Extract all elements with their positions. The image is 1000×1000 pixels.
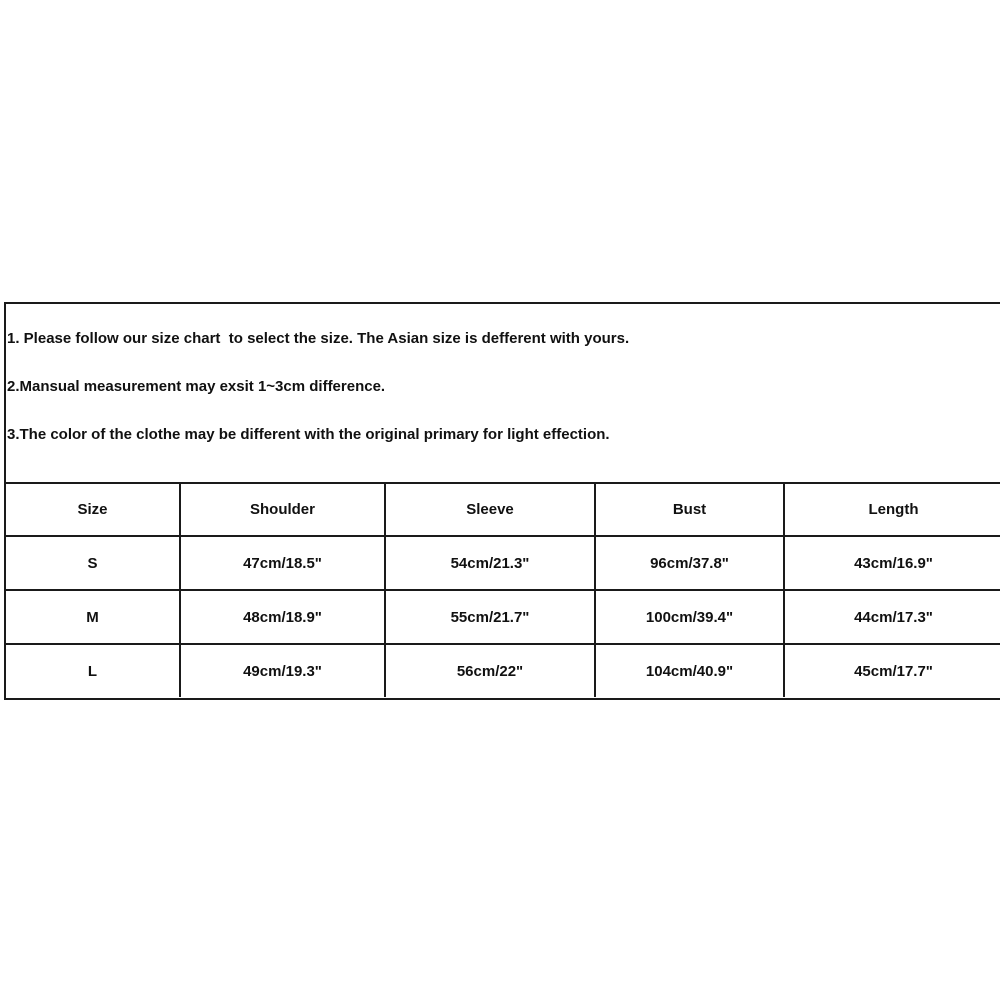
note-2: 2.Mansual measurement may exsit 1~3cm difference. [7,378,386,395]
table-row [6,644,1000,697]
note-1: 1. Please follow our size chart to select the size. The Asian size is defferent with yours. [7,330,630,347]
cell-length: 43cm/16.9" [784,536,1000,590]
cell-bust: 100cm/39.4" [595,590,784,644]
table-row [6,536,1000,590]
cell-size: S [6,536,180,590]
size-chart [4,302,1000,700]
cell-bust: 96cm/37.8" [595,536,784,590]
table-header-row [6,484,1000,536]
cell-shoulder: 48cm/18.9" [180,590,385,644]
header-bust: Bust [595,484,784,536]
size-table [6,484,1000,697]
header-sleeve: Sleeve [385,484,595,536]
cell-length: 44cm/17.3" [784,590,1000,644]
cell-sleeve: 55cm/21.7" [385,590,595,644]
note-3: 3.The color of the clothe may be different with the original primary for light effection. [7,426,610,443]
cell-size: M [6,590,180,644]
cell-sleeve: 56cm/22" [385,644,595,697]
cell-shoulder: 49cm/19.3" [180,644,385,697]
header-size: Size [6,484,180,536]
cell-bust: 104cm/40.9" [595,644,784,697]
cell-length: 45cm/17.7" [854,662,933,680]
header-shoulder: Shoulder [180,484,385,536]
table-row [6,590,1000,644]
cell-shoulder: 47cm/18.5" [180,536,385,590]
size-notes [6,304,1000,484]
cell-size: L [6,644,180,697]
header-length: Length [784,484,1000,536]
cell-sleeve: 54cm/21.3" [385,536,595,590]
